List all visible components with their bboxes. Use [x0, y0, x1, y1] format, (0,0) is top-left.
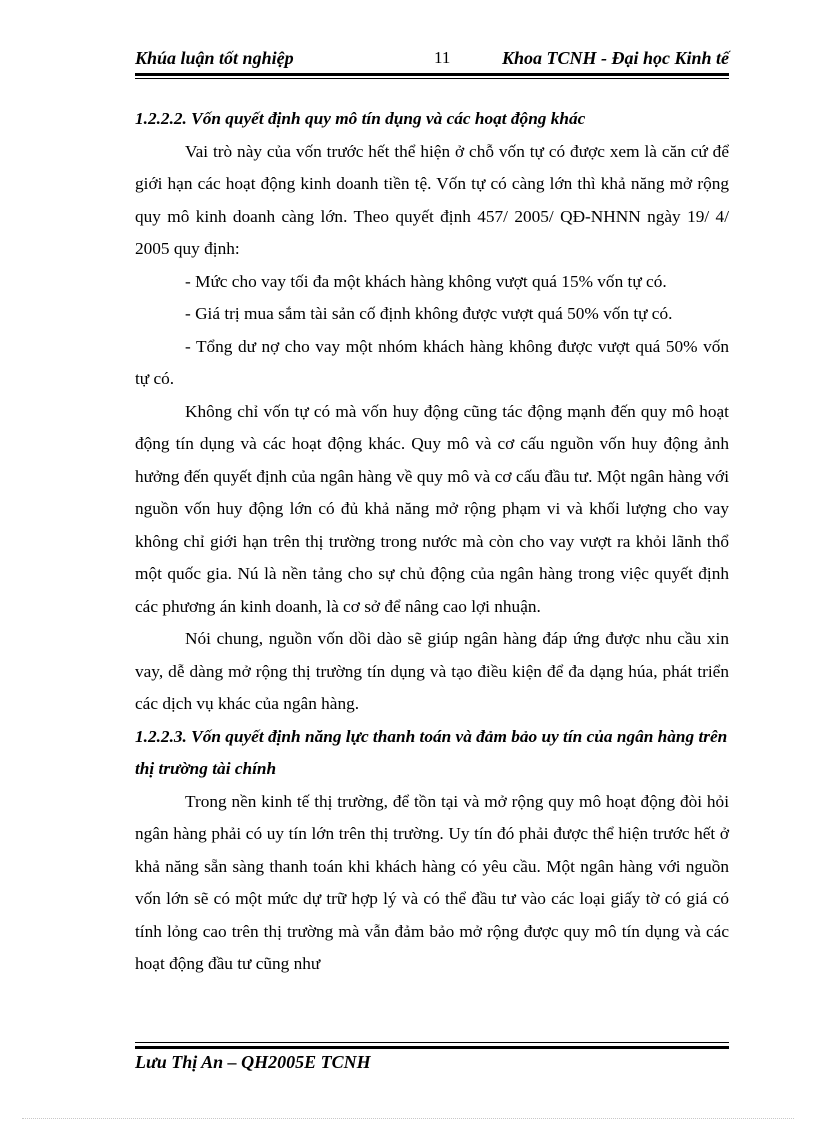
paragraph: Trong nền kinh tế thị trường, để tồn tại và mở rộng quy mô hoạt động đòi hỏi ngân hàng phải có uy tín lớn trên thị trường. Uy tín đó phải được thể hiện trước hết ở khả năng sẵn sàng thanh toán khi khách hàng có yêu cầu. Một ngân hàng với nguồn vốn lớn sẽ có một mức dự trữ hợp lý và có thể đầu tư vào các loại giấy tờ có giá có tính lỏng cao trên thị trường mà vẫn đảm bảo mở rộng được quy mô tín dụng và các hoạt động đầu tư cũng như [135, 791, 729, 973]
footer-rule-thick [135, 1046, 729, 1049]
page-edge-divider [22, 1118, 794, 1119]
footer-rule-thin [135, 1042, 729, 1043]
paragraph: Vai trò này của vốn trước hết thể hiện ở chỗ vốn tự có được xem là căn cứ để giới hạn các hoạt động kinh doanh tiền tệ. Vốn tự có càng lớn thì khả năng mở rộng quy mô kinh doanh càng lớn. Theo quyết định 457/ 2005/ QĐ-NHNN ngày 19/ 4/ 2005 quy định: [135, 141, 729, 258]
header-faculty: Khoa TCNH - Đại học Kinh tế [501, 48, 729, 68]
paragraph: Không chỉ vốn tự có mà vốn huy động cũng tác động mạnh đến quy mô hoạt động tín dụng và các hoạt động khác. Quy mô và cơ cấu nguồn vốn huy động ảnh hưởng đến quyết định của ngân hàng về quy mô và cơ cấu đầu tư. Một ngân hàng với nguồn vốn huy động lớn có đủ khả năng mở rộng phạm vi và khối lượng cho vay không chỉ giới hạn trên thị trường trong nước mà còn cho vay vượt ra khỏi lãnh thổ một quốc gia. Nú là nền tảng cho sự chủ động của ngân hàng trong việc quyết định các phương án kinh doanh, là cơ sở để nâng cao lợi nhuận. [135, 401, 729, 616]
header-rule-thin [135, 78, 729, 79]
bullet-item: - Giá trị mua sắm tài sản cố định không được vượt quá 50% vốn tự có. [185, 304, 673, 323]
bullet-item: - Tổng dư nợ cho vay một nhóm khách hàng không được vượt quá 50% vốn tự có. [135, 336, 729, 388]
section-heading-1-2-2-3: 1.2.2.3. Vốn quyết định năng lực thanh toán và đảm bảo uy tín của ngân hàng trên thị trường tài chính [135, 726, 728, 778]
bullet-item: - Mức cho vay tối đa một khách hàng không vượt quá 15% vốn tự có. [185, 271, 667, 291]
header-thesis-title: Khúa luận tốt nghiệp [135, 48, 294, 68]
section-heading-1-2-2-2: 1.2.2.2. Vốn quyết định quy mô tín dụng và các hoạt động khác [135, 109, 586, 128]
paragraph: Nói chung, nguồn vốn dồi dào sẽ giúp ngân hàng đáp ứng được nhu cầu xin vay, dễ dàng mở rộng thị trường tín dụng và tạo điều kiện để đa dạng húa, phát triển các dịch vụ khác của ngân hàng. [135, 629, 729, 713]
header-page-number: 11 [434, 48, 451, 67]
page-footer-author: Lưu Thị An – QH2005E TCNH [135, 1052, 371, 1072]
header-rule-thick [135, 73, 729, 76]
page-header [135, 48, 729, 74]
page-body [135, 103, 729, 981]
